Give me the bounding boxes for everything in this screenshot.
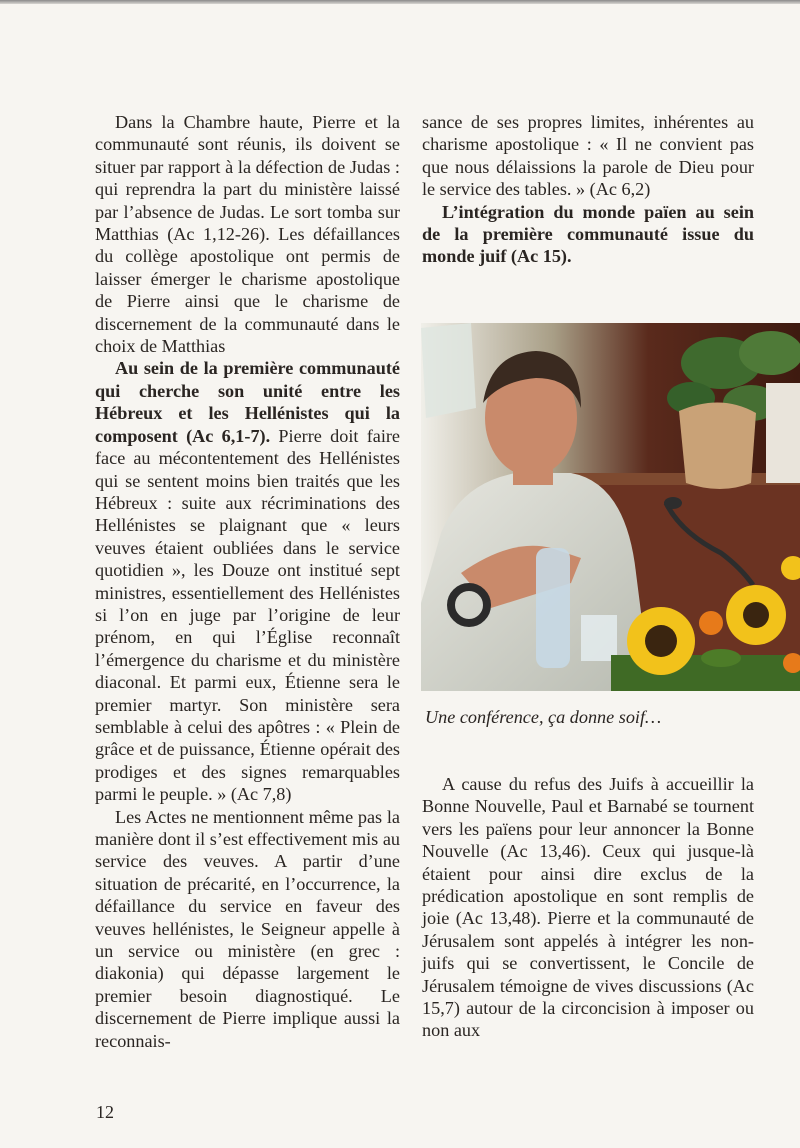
paragraph-paul-barnabe: A cause du refus des Juifs à accueillir la Bonne Nouvelle, Paul et Barnabé se tournent vers les païens pour leur annoncer la Bonne Nouvelle (Ac 13,46). Ceux qui jusque-là étaient pour ainsi dire exclus de la prédication apostolique en sont remplis de joie (Ac 13,48). Pierre et la communauté de Jérusalem sont appelés à intégrer les non-juifs qui se convertissent, le Concile de Jérusalem témoigne de vives discussions (Ac 15,7) autour de la circoncision à imposer ou non aux (422, 774, 754, 1041)
section-lead-hebreux-hellenistes: Au sein de la première communauté qui cherche son unité entre les Hébreux et les Hellénistes qui la composent (Ac 6,1-7). (95, 358, 400, 446)
photo-caption: Une conférence, ça donne soif… (425, 707, 662, 727)
paragraph-chambre-haute: Dans la Chambre haute, Pierre et la communauté sont réunis, ils doivent se situer par rapport à la défection de Judas : qui reprendra la part du ministère laissé par l’absence de Judas. Le sort tomba sur Matthias (Ac 1,12-26). Les défaillances du collège apostolique ont permis de laisser émerger le charisme apostolique de Pierre ainsi que le charisme de discernement de la communauté dans le choix de Matthias (95, 112, 400, 357)
paragraph-actes-veuves: Les Actes ne mentionnent même pas la manière dont il s’est effectivement mis au service des veuves. A partir d’une situation de précarité, en l’occurrence, la défaillance du service en faveur des veuves hellénistes, le Seigneur appelle à un service ou ministère (en grec : diakonia) qui dépasse largement le premier besoin diagnostiqué. Le discernement de Pierre implique aussi la reconnais- (95, 806, 400, 1051)
page-number: 12 (96, 1102, 114, 1122)
section-heading-monde-paien: L’intégration du monde païen au sein de la première communauté issue du monde juif (Ac 15). (422, 201, 754, 267)
page-top-edge (0, 0, 800, 4)
paragraph-hebreux-hellenistes (95, 357, 400, 805)
left-column (95, 111, 400, 1052)
paragraph-reconnaissance: sance de ses propres limites, inhérentes au charisme apostolique : « Il ne convient pas que nous délaissions la parole de Dieu pour le service des tables. » (Ac 6,2) (422, 112, 754, 200)
paragraph-hellenistes-text: Pierre doit faire face au mécontentement des Hellénistes qui se sentent moins bien traités que les Hébreux : suite aux récriminations des Hellénistes se plaignant que « leurs veuves étaient oubliées dans le service quotidien », les Douze ont institué sept ministres, essentiellement des Hellénistes si l’on en juge par l’origine de leur prénom, en qui l’Église reconnaît l’émergence du charisme et du ministère diaconal. Et parmi eux, Étienne sera le premier martyr. Son ministère sera semblable à celui des apôtres : « Plein de grâce et de puissance, Étienne opérait des prodiges et des signes remarquables parmi le peuple. » (Ac 7,8) (95, 425, 401, 805)
conference-photo (421, 323, 800, 691)
right-column-bottom (422, 773, 754, 1042)
right-column-top (422, 111, 754, 268)
photo-illustration (421, 323, 800, 691)
